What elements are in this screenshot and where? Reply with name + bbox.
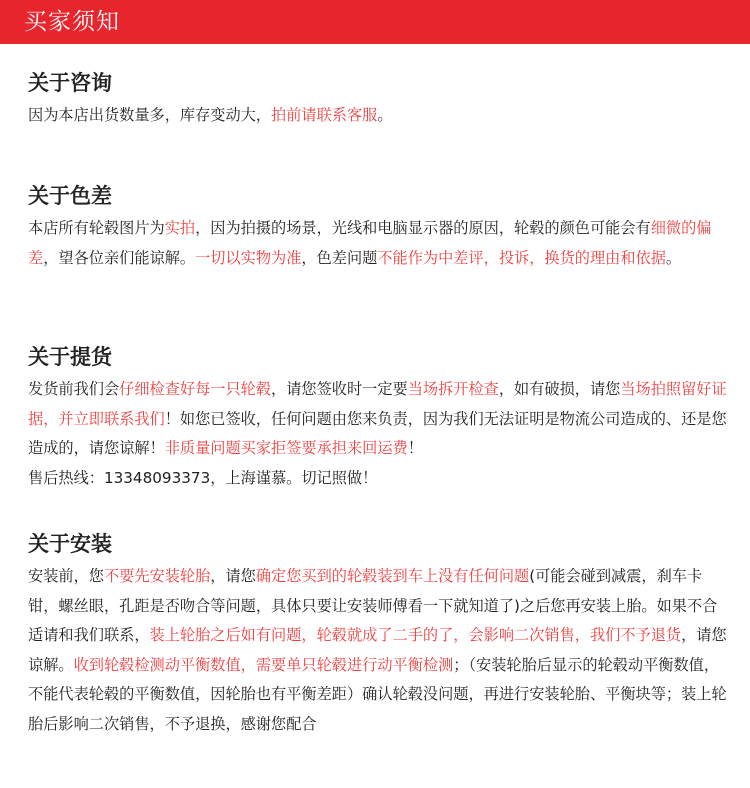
highlight-segment: 一切以实物为准	[195, 248, 302, 267]
text-segment: ，色差问题	[301, 248, 378, 267]
text-segment: 因为本店出货数量多，库存变动大，	[28, 106, 271, 124]
highlight-segment: 收到轮毂检测动平衡数值，需要单只轮毂进行动平衡检测	[73, 655, 454, 674]
text-segment: ，请您谅解。	[28, 626, 727, 674]
section-heading: 关于色差	[28, 184, 112, 208]
text-segment: 安装前，您	[28, 567, 104, 585]
highlight-segment: 不能作为中差评，投诉，换货的理由和依据	[377, 248, 666, 267]
highlight-segment: 装上轮胎之后如有问题，轮毂就成了二手的了，会影响二次销售，我们不予退货	[149, 626, 682, 644]
highlight-segment: 当场拍照留好证据，并立即联系我们	[28, 380, 727, 428]
text-segment: 。	[665, 248, 682, 267]
page-banner	[0, 0, 750, 44]
text-segment: 。	[377, 106, 393, 124]
section-heading: 关于安装	[28, 532, 112, 556]
section-body	[28, 562, 730, 739]
section-color-difference	[28, 181, 730, 273]
section-heading: 关于提货	[28, 345, 112, 369]
after-sales-hotline: 售后热线：13348093373，上海谨慕。切记照做！	[28, 468, 378, 487]
text-segment: ，因为拍摄的场景，光线和电脑显示器的原因，轮毂的颜色可能会有	[195, 219, 651, 237]
section-heading: 关于咨询	[28, 71, 112, 95]
text-segment: (可能会碰到减震，刹车卡钳，螺丝眼，孔距是否吻合等问题，具体只要让安装师傅看一下就知道了)之后您再安装上胎。如果不合适请和我们联系，	[28, 567, 718, 644]
highlight-segment: 仔细检查好每一只轮毂	[119, 380, 271, 398]
banner-title: 买家须知	[24, 9, 120, 35]
text-segment: 发货前我们会	[28, 380, 120, 398]
highlight-segment: 当场拆开检查	[407, 380, 499, 398]
section-consulting	[28, 68, 730, 131]
section-body	[28, 101, 730, 131]
highlight-segment: 拍前请联系客服	[271, 106, 378, 124]
highlight-segment: 确定您买到的轮毂装到车上没有任何问题	[255, 567, 530, 585]
section-body	[28, 214, 730, 273]
text-segment: ！如您已签收，任何问题由您来负责，因为我们无法证明是物流公司造成的、还是您造成的，请您谅解！	[28, 409, 727, 457]
text-segment: ！	[407, 439, 423, 457]
text-segment: ，请您签收时一定要	[271, 380, 408, 398]
section-body	[28, 375, 730, 464]
text-segment: ，请您	[210, 567, 256, 585]
text-segment: ，望各位亲们能谅解。	[43, 248, 196, 267]
highlight-segment: 不要先安装轮胎	[103, 567, 211, 585]
text-segment: ；（安装轮胎后显示的轮毂动平衡数值，不能代表轮毂的平衡数值，因轮胎也有平衡差距）确认轮毂没问题，再进行安装轮胎、平衡块等；装上轮胎后影响二次销售，不予退换，感谢您配合	[28, 655, 727, 733]
highlight-segment: 细微的偏差	[28, 219, 712, 267]
section-delivery	[28, 342, 730, 493]
text-segment: 本店所有轮毂图片为	[28, 219, 165, 237]
section-installation	[28, 529, 730, 739]
text-segment: ，如有破损，请您	[498, 380, 621, 398]
highlight-segment: 实拍	[164, 219, 196, 237]
highlight-segment: 非质量问题买家拒签要承担来回运费	[164, 439, 408, 457]
